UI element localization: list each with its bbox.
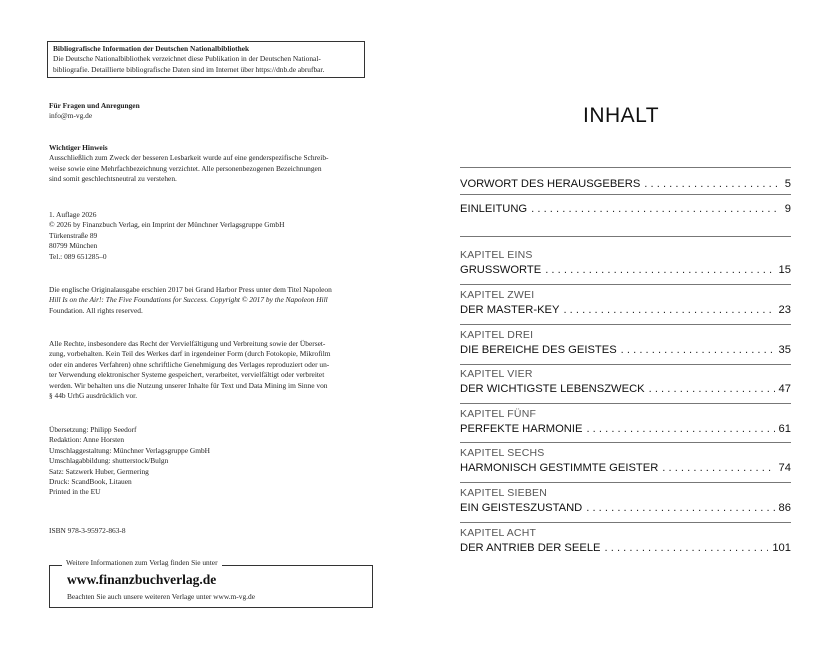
toc-entry-label: PERFEKTE HARMONIE bbox=[460, 423, 583, 435]
rights-line: ter Verwendung elektronischer Systeme gespeichert, verarbeitet, vervielfältigt oder verbreitet bbox=[49, 370, 325, 380]
rights-block bbox=[49, 339, 377, 401]
divider bbox=[460, 482, 791, 483]
toc-page-number: 101 bbox=[772, 542, 791, 554]
toc-entry-foreword[interactable] bbox=[460, 178, 791, 190]
notice-heading: Wichtiger Hinweis bbox=[49, 143, 108, 152]
edition: 1. Auflage 2026 bbox=[49, 210, 97, 219]
contents-page bbox=[416, 0, 833, 648]
imprint-page bbox=[0, 0, 416, 648]
publisher-website-link[interactable]: www.finanzbuchverlag.de bbox=[67, 572, 217, 587]
questions-block bbox=[49, 101, 377, 122]
leader-dots bbox=[644, 178, 777, 190]
bibliographic-info-box bbox=[47, 41, 365, 78]
notice-line: sind somit geschlechtsneutral zu verstehen. bbox=[49, 174, 177, 184]
toc-entry-label: DER WICHTIGSTE LEBENSZWECK bbox=[460, 383, 645, 395]
divider bbox=[460, 403, 791, 404]
leader-dots bbox=[621, 344, 775, 356]
rights-line: oder ein anderes Verfahren) ohne schriftliche Genehmigung des Verlages reproduziert oder un- bbox=[49, 359, 330, 369]
bib-line: bibliografie. Detaillierte bibliografische Daten sind im Internet über https://dnb.de abrufbar. bbox=[53, 64, 325, 74]
notice-line: weise sowie eine Mehrfachbezeichnung verzichtet. Alle personenbezogenen Bezeichnungen bbox=[49, 163, 322, 173]
original-line: Hill Is on the Air!: The Five Foundations for Success. Copyright © 2017 by the Napoleon Hill bbox=[49, 295, 328, 305]
bib-line: Die Deutsche Nationalbibliothek verzeichnet diese Publikation in der Deutschen National- bbox=[53, 54, 321, 64]
toc-page-number: 9 bbox=[784, 203, 791, 215]
toc-page-number: 23 bbox=[778, 304, 791, 316]
toc-page-number: 61 bbox=[778, 423, 791, 435]
toc-entry-label: GRUSSWORTE bbox=[460, 264, 542, 276]
toc-entry-chapter-3[interactable] bbox=[460, 344, 791, 356]
chapter-number: KAPITEL EINS bbox=[460, 249, 533, 261]
isbn: ISBN 978-3-95972-863-8 bbox=[49, 526, 126, 535]
chapter-number: KAPITEL SIEBEN bbox=[460, 487, 548, 499]
toc-entry-chapter-6[interactable] bbox=[460, 462, 791, 474]
original-line: Die englische Originalausgabe erschien 2017 bei Grand Harbor Press unter dem Titel Napoleon bbox=[49, 285, 332, 294]
toc-page-number: 5 bbox=[784, 178, 791, 190]
toc-entry-label: DER MASTER-KEY bbox=[460, 304, 560, 316]
credit-line: Druck: ScandBook, Litauen bbox=[49, 477, 132, 487]
divider bbox=[460, 167, 791, 168]
leader-dots bbox=[649, 383, 775, 395]
credit-line: Umschlagabbildung: shutterstock/Bulgn bbox=[49, 456, 169, 466]
leader-dots bbox=[545, 264, 774, 276]
divider bbox=[460, 284, 791, 285]
divider bbox=[460, 442, 791, 443]
street: Türkenstraße 89 bbox=[49, 230, 98, 240]
bib-heading: Bibliografische Information der Deutschen Nationalbibliothek bbox=[53, 44, 250, 53]
leader-dots bbox=[563, 304, 774, 316]
toc-entry-label: EIN GEISTESZUSTAND bbox=[460, 502, 583, 514]
web-note: Weitere Informationen zum Verlag finden Sie unter bbox=[62, 558, 222, 568]
divider bbox=[460, 324, 791, 325]
toc-page-number: 74 bbox=[778, 462, 791, 474]
more-publishers-note: Beachten Sie auch unsere weiteren Verlage unter www.m-vg.de bbox=[67, 592, 255, 601]
divider bbox=[460, 364, 791, 365]
toc-entry-label: EINLEITUNG bbox=[460, 203, 528, 215]
credit-line: Satz: Satzwerk Huber, Germering bbox=[49, 466, 149, 476]
toc-entry-chapter-5[interactable] bbox=[460, 423, 791, 435]
credit-line: Übersetzung: Philipp Seedorf bbox=[49, 425, 137, 434]
rights-line: zung, vorbehalten. Kein Teil des Werkes darf in irgendeiner Form (durch Fotokopie, Mikrofilm bbox=[49, 349, 331, 359]
toc-entry-chapter-7[interactable] bbox=[460, 502, 791, 514]
toc-entry-label: DIE BEREICHE DES GEISTES bbox=[460, 344, 617, 356]
leader-dots bbox=[605, 542, 769, 554]
toc-page-number: 35 bbox=[778, 344, 791, 356]
phone: Tel.: 089 651285–0 bbox=[49, 251, 107, 261]
chapter-number: KAPITEL ZWEI bbox=[460, 289, 535, 301]
rights-line: § 44b UrhG ausdrücklich vor. bbox=[49, 391, 138, 401]
toc-entry-introduction[interactable] bbox=[460, 203, 791, 215]
toc-page-number: 47 bbox=[778, 383, 791, 395]
toc-page-number: 86 bbox=[778, 502, 791, 514]
contents-title: INHALT bbox=[583, 104, 660, 127]
divider bbox=[460, 236, 791, 237]
credits-block bbox=[49, 425, 377, 498]
notice-block bbox=[49, 143, 377, 185]
credit-line: Printed in the EU bbox=[49, 487, 101, 497]
leader-dots bbox=[586, 423, 774, 435]
questions-heading: Für Fragen und Anregungen bbox=[49, 101, 140, 110]
credit-line: Umschlaggestaltung: Münchner Verlagsgruppe GmbH bbox=[49, 445, 210, 455]
copyright: © 2026 by Finanzbuch Verlag, ein Imprint der Münchner Verlagsgruppe GmbH bbox=[49, 220, 285, 230]
toc-entry-chapter-4[interactable] bbox=[460, 383, 791, 395]
divider bbox=[460, 522, 791, 523]
publisher-block bbox=[49, 210, 377, 262]
toc-entry-chapter-1[interactable] bbox=[460, 264, 791, 276]
divider bbox=[460, 194, 791, 195]
rights-line: Alle Rechte, insbesondere das Recht der Vervielfältigung und Verbreitung sowie der Überset- bbox=[49, 339, 326, 348]
notice-line: Ausschließlich zum Zweck der besseren Lesbarkeit wurde auf eine genderspezifische Schreib- bbox=[49, 153, 329, 163]
toc-entry-label: DER ANTRIEB DER SEELE bbox=[460, 542, 601, 554]
toc-page-number: 15 bbox=[778, 264, 791, 276]
original-line: Foundation. All rights reserved. bbox=[49, 305, 143, 315]
leader-dots bbox=[586, 502, 774, 514]
credit-line: Redaktion: Anne Horsten bbox=[49, 435, 125, 445]
chapter-number: KAPITEL DREI bbox=[460, 329, 534, 341]
toc-entry-label: VORWORT DES HERAUSGEBERS bbox=[460, 178, 641, 190]
toc-entry-chapter-2[interactable] bbox=[460, 304, 791, 316]
toc-entry-chapter-8[interactable] bbox=[460, 542, 791, 554]
original-edition-block bbox=[49, 285, 377, 316]
city: 80799 München bbox=[49, 241, 98, 251]
chapter-number: KAPITEL SECHS bbox=[460, 447, 545, 459]
chapter-number: KAPITEL FÜNF bbox=[460, 408, 537, 420]
toc-entry-label: HARMONISCH GESTIMMTE GEISTER bbox=[460, 462, 659, 474]
leader-dots bbox=[662, 462, 774, 474]
leader-dots bbox=[531, 203, 777, 215]
contact-email[interactable]: info@m-vg.de bbox=[49, 111, 93, 121]
rights-line: werden. Wir behalten uns die Nutzung unserer Inhalte für Text und Data Mining im Sinne von bbox=[49, 380, 328, 390]
chapter-number: KAPITEL ACHT bbox=[460, 527, 537, 539]
chapter-number: KAPITEL VIER bbox=[460, 368, 533, 380]
